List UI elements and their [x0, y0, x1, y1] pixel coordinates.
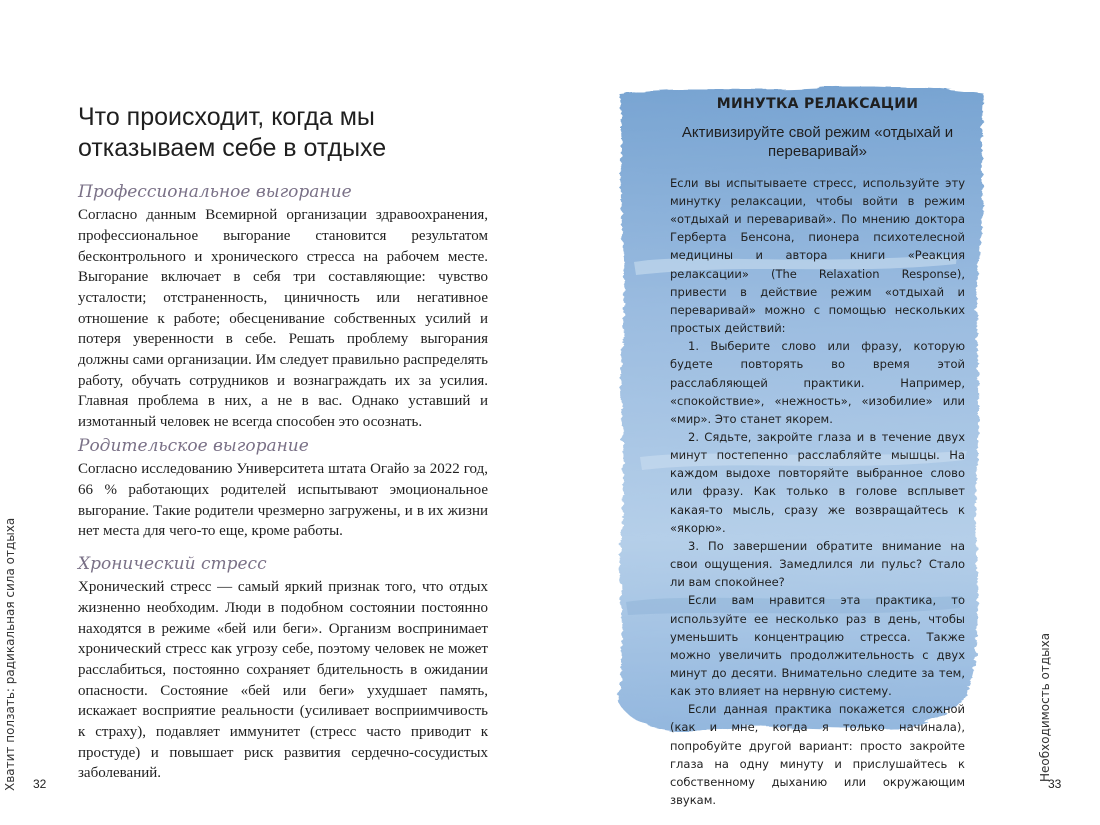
section-heading: Хронический стресс — [78, 554, 267, 574]
box-kicker: МИНУТКА РЕЛАКСАЦИИ — [716, 96, 919, 112]
section-parental-burnout — [78, 436, 488, 542]
relaxation-box — [670, 96, 965, 809]
page-number-right: 33 — [1048, 777, 1062, 791]
box-title: Активизируйте свой режим «отдыхай и переваривай» — [681, 123, 954, 161]
section-text: Согласно исследованию Университета штата Огайо за 2022 год, 66 % работающих родителей испытывают эмоциональное выгорание. Такие родители чрезмерно загружены, и в их жизни нет места для чего-то еще, кроме работы. — [78, 461, 488, 540]
box-paragraph: 3. По завершении обратите внимание на свои ощущения. Замедлился ли пульс? Стало ли вам спокойнее? — [670, 538, 965, 590]
running-header-text: Необходимость отдыха — [1038, 632, 1052, 782]
box-paragraph: 2. Сядьте, закройте глаза и в течение двух минут постепенно расслабляйте мышцы. На каждом выдохе повторяйте выбранное слово или фразу. Как только в голове всплывет какая-то мысль, сразу же возвращайтесь к «якорю». — [670, 429, 965, 535]
page-number-left: 32 — [33, 777, 47, 791]
left-running-header — [3, 517, 37, 791]
right-running-header — [1038, 632, 1072, 782]
section-professional-burnout — [78, 182, 488, 433]
section-heading: Родительское выгорание — [78, 436, 309, 456]
box-paragraph: Если вам нравится эта практика, то используйте ее несколько раз в день, чтобы уменьшить концентрацию стресса. Также можно увеличить продолжительность с двух минут до десяти. Внимательно следите за тем, как это влияет на нервную систему. — [670, 593, 965, 699]
running-header-text: Хватит ползать: радикальная сила отдыха — [3, 517, 17, 791]
section-chronic-stress — [78, 554, 488, 784]
box-paragraph: Если данная практика покажется сложной (как и мне, когда я только начинала), попробуйте другой вариант: просто закройте глаза на одну минуту и прислушайтесь к собственному дыханию или окружающим звукам. — [670, 702, 965, 808]
section-text: Хронический стресс — самый яркий признак того, что отдых жизненно необходим. Люди в подобном состоянии постоянно находятся в режиме «бей или беги». Организм воспринимает хронический стресс как угрозу себе, поэтому человек не может расслабиться, постоянно сохраняет бдительность в ожидании опасности. Состояние «бей или беги» ухудшает память, искажает восприятие реальности (усиливает восприимчивость к страху), подавляет иммунитет (стресс часто приводит к простуде) и повышает риск развития сердечно-сосудистых заболеваний. — [78, 579, 488, 782]
section-heading: Профессиональное выгорание — [78, 182, 352, 202]
page-title: Что происходит, когда мы отказываем себе в отдыхе — [78, 103, 387, 163]
box-paragraph: 1. Выберите слово или фразу, которую будете повторять во время этой расслабляющей практики. Например, «спокойствие», «нежность», «изобилие» или «мир». Это станет якорем. — [670, 339, 965, 426]
box-text — [670, 174, 965, 809]
box-paragraph: Если вы испытываете стресс, используйте эту минутку релаксации, чтобы войти в режим «отдыхай и переваривай». По мнению доктора Герберта Бенсона, пионера психотелесной медицины и автора книги «Реакция релаксации» (The Relaxation Response), привести в действие режим «отдыхай и переваривай» можно с помощью нескольких простых действий: — [670, 175, 965, 336]
section-text: Согласно данным Всемирной организации здравоохранения, профессиональное выгорание становится результатом бесконтрольного и хронического стресса на рабочем месте. Выгорание включает в себя три составляющие: чувство усталости; отстраненность, циничность или негативное отношение к работе; обесценивание собственных усилий и потеря уверенности в себе. Решать проблему выгорания должны сами организации. Им следует правильно распределять работу, обучать сотрудников и вознаграждать их за усилия. Главная проблема в них, а не в вас. Однако уставший и измотанный человек не всегда способен это осознать. — [78, 207, 488, 431]
